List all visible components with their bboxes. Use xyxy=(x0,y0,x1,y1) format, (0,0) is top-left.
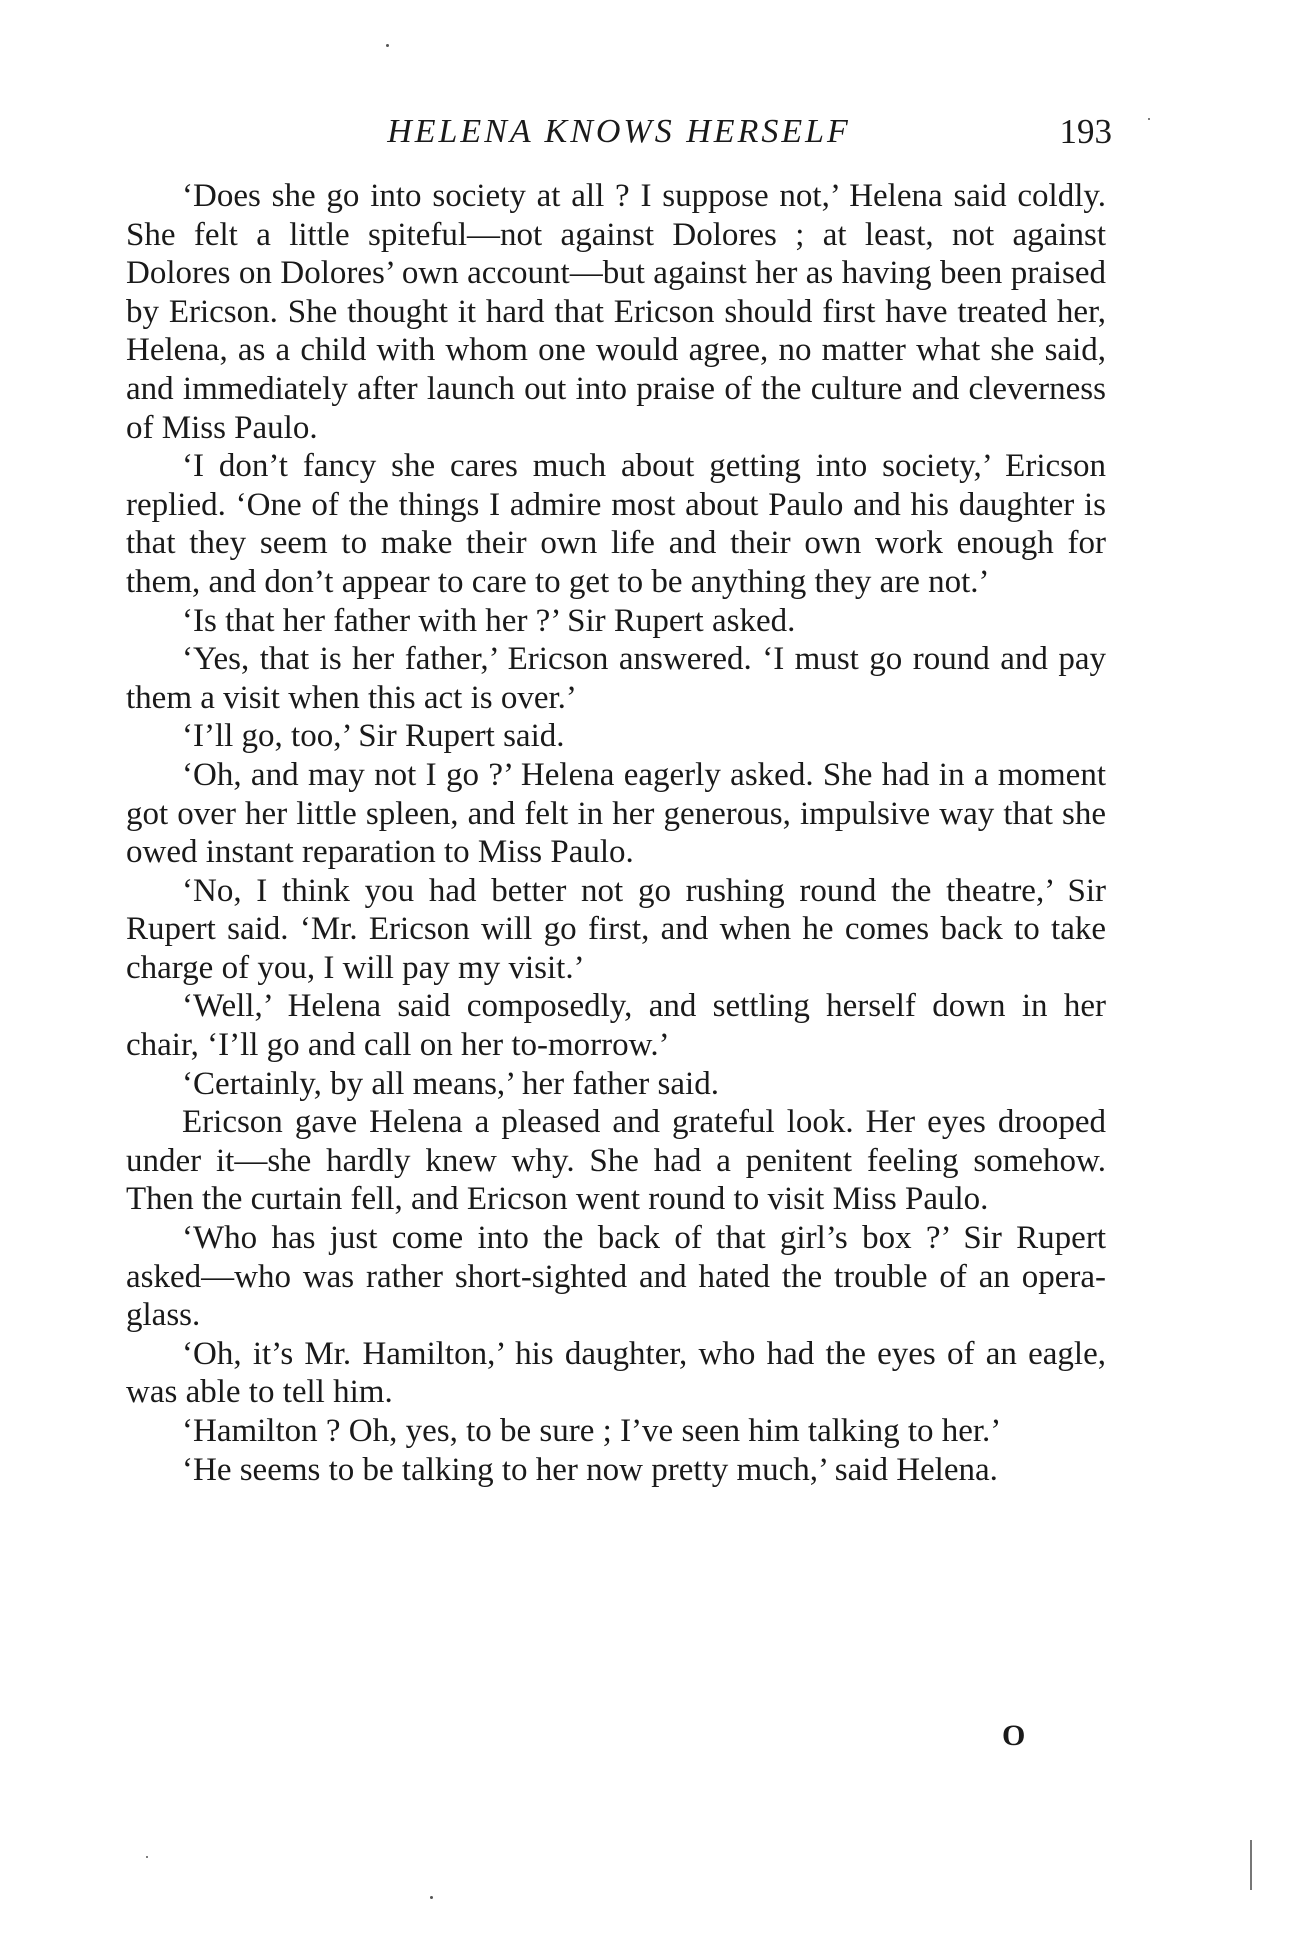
running-head xyxy=(126,108,1112,156)
paper-speck xyxy=(430,1896,433,1899)
paragraph: ‘He seems to be talking to her now pretty much,’ said Helena. xyxy=(182,1451,998,1488)
paper-speck xyxy=(146,1856,148,1858)
paragraph: ‘I’ll go, too,’ Sir Rupert said. xyxy=(182,718,565,755)
paragraph: ‘No, I think you had better not go rushing round the theatre,’ Sir Rupert said. ‘Mr. Ericson will go first, and when he comes back to take charge of you, I will pay my visit.’ xyxy=(126,872,1106,986)
paragraph: ‘Yes, that is her father,’ Ericson answered. ‘I must go round and pay them a visit when this act is over.’ xyxy=(126,641,1106,716)
paper-speck xyxy=(1148,118,1150,120)
paragraph: ‘Is that her father with her ?’ Sir Rupert asked. xyxy=(182,602,796,639)
page-edge-mark xyxy=(1250,1840,1252,1890)
signature-mark: O xyxy=(1002,1719,1026,1752)
paragraph: ‘Certainly, by all means,’ her father said. xyxy=(182,1065,719,1102)
paragraph: ‘I don’t fancy she cares much about getting into society,’ Ericson replied. ‘One of the things I admire most about Paulo and his daughter is that they seem to make their own life and their own work enough for them, and don’t appear to care to get to be anything they are not.’ xyxy=(126,448,1106,600)
running-title: HELENA KNOWS HERSELF xyxy=(387,113,851,150)
paragraph: ‘Oh, and may not I go ?’ Helena eagerly asked. She had in a moment got over her little spleen, and felt in her generous, impulsive way that she owed instant reparation to Miss Paulo. xyxy=(126,756,1106,871)
paper-speck xyxy=(386,44,389,47)
paragraph: ‘Who has just come into the back of that girl’s box ?’ Sir Rupert asked—who was rather short-sighted and hated the trouble of an opera-glass. xyxy=(126,1220,1106,1334)
paragraph: ‘Hamilton ? Oh, yes, to be sure ; I’ve seen him talking to her.’ xyxy=(182,1413,1002,1449)
paragraph: ‘Oh, it’s Mr. Hamilton,’ his daughter, who had the eyes of an eagle, was able to tell him. xyxy=(126,1335,1106,1411)
paragraph: ‘Does she go into society at all ? I suppose not,’ Helena said coldly. She felt a little spiteful—not against Dolores ; at least, not against Dolores on Dolores’ own account—but against her as having been praised by Ericson. She thought it hard that Ericson should first have treated her, Helena, as a child with whom one would agree, no matter what she said, and immediately after launch out into praise of the culture and cleverness of Miss Paulo. xyxy=(126,178,1106,446)
body-text xyxy=(126,177,1106,1489)
page-number: 193 xyxy=(1059,112,1112,151)
paragraph: ‘Well,’ Helena said composedly, and settling herself down in her chair, ‘I’ll go and call on her to-morrow.’ xyxy=(126,988,1106,1064)
paragraph: Ericson gave Helena a pleased and grateful look. Her eyes drooped under it—she hardly knew why. She had a penitent feeling somehow. Then the curtain fell, and Ericson went round to visit Miss Paulo. xyxy=(126,1104,1106,1218)
